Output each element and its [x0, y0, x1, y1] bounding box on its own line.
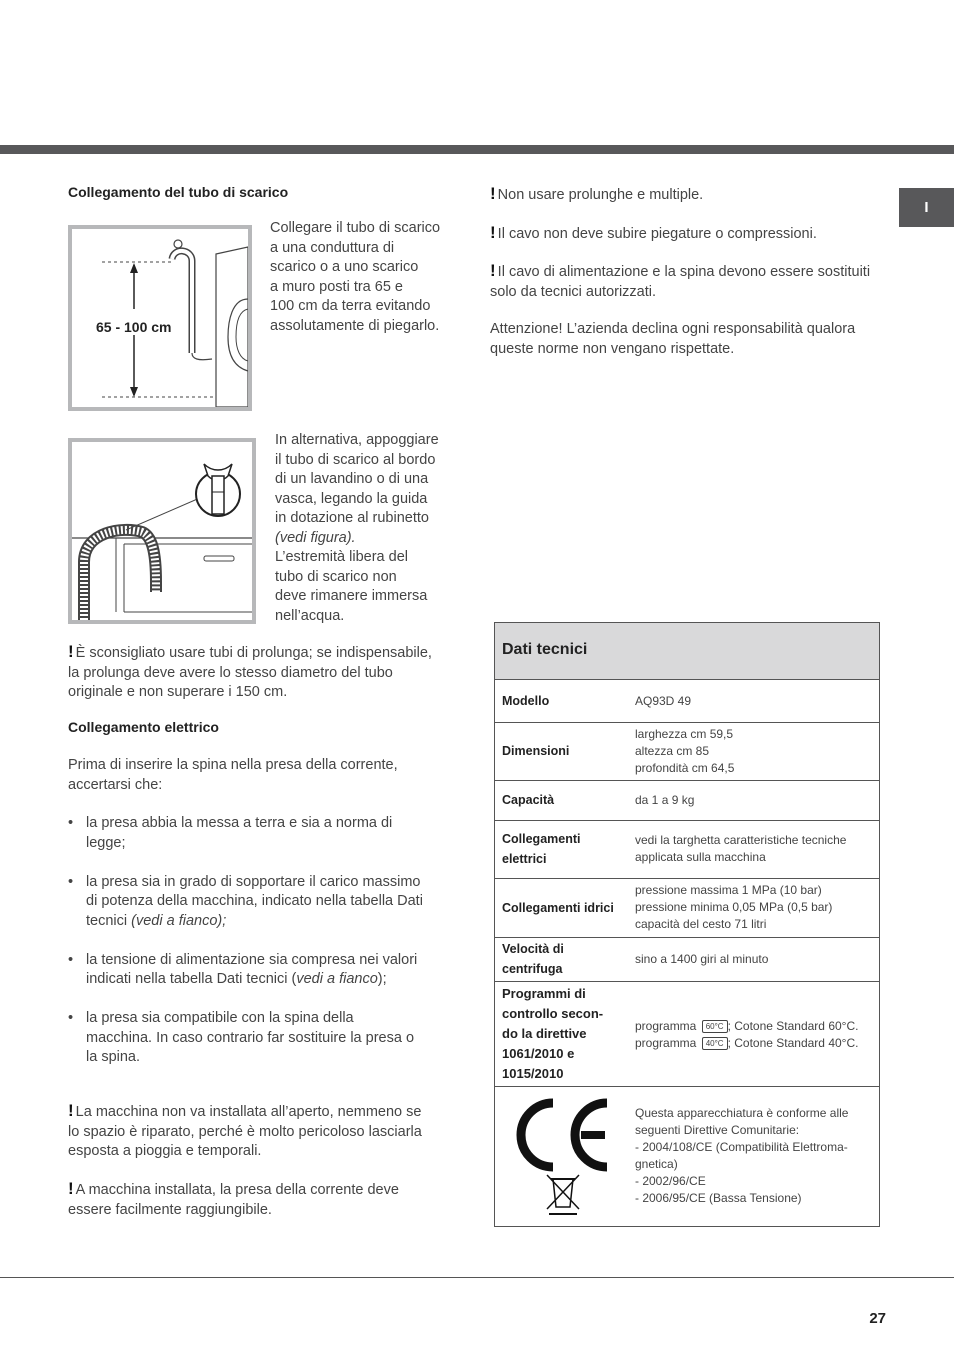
program-word: programma	[635, 1019, 697, 1033]
item-text: la presa sia in grado di sopportare il carico massimo di potenza della macchina, indicato nella tabella Dati tecnici	[86, 873, 423, 929]
program-desc: ; Cotone Standard 40°C.	[727, 1036, 859, 1050]
value-line	[635, 1018, 858, 1035]
value-line: larghezza cm 59,5	[635, 727, 734, 741]
warning-text: Non usare prolunghe e multiple.	[497, 187, 704, 203]
item-text: la presa sia compatibile con la spina della macchina. In caso contrario far sostituire la presa o la spina.	[86, 1010, 415, 1065]
warning-text: Il cavo non deve subire piegature o compressioni.	[497, 226, 817, 242]
row-model	[495, 680, 879, 723]
sink-drain-figure	[68, 438, 256, 624]
row-label: Modello	[502, 694, 550, 708]
value-line: capacità del cesto 71 litri	[635, 917, 767, 931]
value-line: pressione minima 0,05 MPa (0,5 bar)	[635, 900, 833, 914]
line: in dotazione al rubinetto	[275, 510, 429, 526]
value-line: Questa apparecchiatura è conforme alle	[635, 1106, 849, 1120]
warning-text: È sconsigliato usare tubi di prolunga; se indispensabile, la prolunga deve avere lo stesso diametro del tubo originale e non superare i 150 cm.	[68, 645, 432, 700]
attention-note: Attenzione! L’azienda declina ogni responsabilità qualora queste norme non vengano rispettate.	[490, 321, 856, 357]
line-italic: (vedi figura).	[275, 529, 356, 546]
checklist-item	[68, 951, 423, 990]
label-line: Programmi di	[502, 986, 586, 1001]
label-line: elettrici	[502, 852, 547, 866]
bottom-rule	[0, 1277, 954, 1278]
table-title: Dati tecnici	[502, 641, 588, 658]
warning-mark: !	[68, 1101, 74, 1120]
row-spin	[495, 938, 879, 982]
tech-data-table	[494, 622, 880, 1227]
warning-text: La macchina non va installata all’aperto, nemmeno se lo spazio è riparato, perché è molto pericoloso lasciarla esposta a pioggia e temporali.	[68, 1104, 422, 1159]
wall-drain-illustration	[72, 229, 248, 407]
row-electrical	[495, 821, 879, 879]
warning-replacement	[490, 261, 885, 302]
warning-mark: !	[68, 1179, 74, 1198]
item-text: );	[377, 971, 387, 987]
drain-height-figure	[68, 225, 252, 411]
checklist-item	[68, 814, 423, 853]
value-line	[635, 1035, 858, 1052]
label-line: Velocità di	[502, 942, 564, 956]
row-value	[635, 832, 846, 866]
line: 100 cm da terra evitando	[270, 298, 431, 314]
warning-access	[68, 1179, 418, 1220]
row-label	[502, 939, 564, 979]
value-line: applicata sulla macchina	[635, 850, 766, 864]
item-text-italic: vedi a fianco	[296, 971, 378, 987]
temperature-60-icon: 60°C	[702, 1020, 728, 1033]
value-line: vedi la targhetta caratteristiche tecniche	[635, 833, 847, 847]
item-text: la presa abbia la messa a terra e sia a norma di legge;	[86, 815, 393, 851]
row-programs	[495, 982, 879, 1087]
row-value: da 1 a 9 kg	[635, 793, 695, 807]
warning-mark: !	[490, 223, 496, 242]
value-line: seguenti Direttive Comunitarie:	[635, 1123, 800, 1137]
row-value: sino a 1400 giri al minuto	[635, 952, 769, 966]
electrical-checklist	[68, 814, 423, 1087]
row-dimensions	[495, 723, 879, 781]
row-value: AQ93D 49	[635, 694, 692, 708]
top-bar	[0, 145, 954, 154]
drain-heading: Collegamento del tubo di scarico	[68, 184, 289, 200]
warning-multiple	[490, 184, 880, 206]
row-label: Capacità	[502, 793, 555, 807]
row-label: Collegamenti idrici	[502, 901, 614, 915]
line: deve rimanere immersa	[275, 588, 428, 604]
line: a una conduttura di	[270, 239, 395, 256]
warning-bending	[490, 223, 880, 245]
label-line: do la direttive	[502, 1026, 587, 1041]
value-line: profondità cm 64,5	[635, 761, 735, 775]
line: il tubo di scarico al bordo	[275, 451, 436, 468]
warning-text: Il cavo di alimentazione e la spina devono essere sostituiti solo da tecnici autorizzati.	[490, 264, 871, 300]
electrical-heading: Collegamento elettrico	[68, 719, 219, 735]
label-line: 1015/2010	[502, 1066, 564, 1081]
item-text-italic: (vedi a fianco);	[131, 912, 227, 929]
line: In alternativa, appoggiare	[275, 432, 439, 448]
row-label: Dimensioni	[502, 744, 570, 758]
sink-hose-illustration	[72, 442, 252, 620]
drain-text-2	[275, 431, 439, 626]
label-line: controllo secon-	[502, 1006, 604, 1021]
ce-mark-and-weee-icon	[515, 1095, 611, 1215]
line: assolutamente di piegarlo.	[270, 317, 440, 334]
line: di un lavandino o di una	[275, 471, 429, 487]
label-line: 1061/2010 e	[502, 1046, 575, 1061]
item-text: la tensione di alimentazione sia compresa nei valori indicati nella tabella Dati tecnici (	[86, 951, 418, 987]
label-line: Collegamenti	[502, 832, 581, 846]
value-line: gnetica)	[635, 1157, 678, 1171]
program-desc: ; Cotone Standard 60°C.	[727, 1019, 859, 1033]
row-compliance	[495, 1087, 879, 1226]
value-line: - 2004/108/CE (Compatibilità Elettroma-	[635, 1140, 848, 1154]
table-header	[495, 623, 879, 680]
language-tab: I	[899, 188, 954, 227]
warning-mark: !	[490, 261, 496, 280]
row-label	[502, 829, 581, 869]
value-line: pressione massima 1 MPa (10 bar)	[635, 883, 822, 897]
row-label	[502, 984, 603, 1084]
row-value	[635, 726, 734, 777]
value-line: altezza cm 85	[635, 744, 710, 758]
label-line: centrifuga	[502, 962, 563, 976]
line: scarico o a uno scarico	[270, 259, 419, 275]
line: a muro posti tra 65 e	[270, 278, 403, 295]
checklist-item	[68, 873, 423, 932]
electrical-intro: Prima di inserire la spina nella presa della corrente, accertarsi che:	[68, 757, 398, 793]
warning-mark: !	[68, 642, 74, 661]
page-number: 27	[869, 1310, 886, 1327]
warning-extension	[68, 642, 443, 703]
row-value	[635, 1018, 858, 1052]
warning-outdoor	[68, 1101, 436, 1162]
row-value	[635, 882, 832, 933]
value-line: - 2002/96/CE	[635, 1174, 706, 1188]
value-line: - 2006/95/CE (Bassa Tensione)	[635, 1191, 802, 1205]
warning-text: A macchina installata, la presa della corrente deve essere facilmente raggiungibile.	[68, 1182, 399, 1218]
temperature-40-icon: 40°C	[702, 1037, 728, 1050]
program-word: programma	[635, 1036, 697, 1050]
warning-mark: !	[490, 184, 496, 203]
line: tubo di scarico non	[275, 568, 397, 585]
row-water	[495, 879, 879, 938]
row-value	[635, 1105, 875, 1207]
height-label: 65 - 100 cm	[96, 319, 172, 335]
checklist-item	[68, 1009, 423, 1068]
row-capacity	[495, 781, 879, 821]
drain-text-1	[270, 219, 440, 336]
line: nell’acqua.	[275, 607, 345, 624]
line: Collegare il tubo di scarico	[270, 220, 441, 236]
line: vasca, legando la guida	[275, 490, 428, 507]
line: L’estremità libera del	[275, 549, 408, 565]
